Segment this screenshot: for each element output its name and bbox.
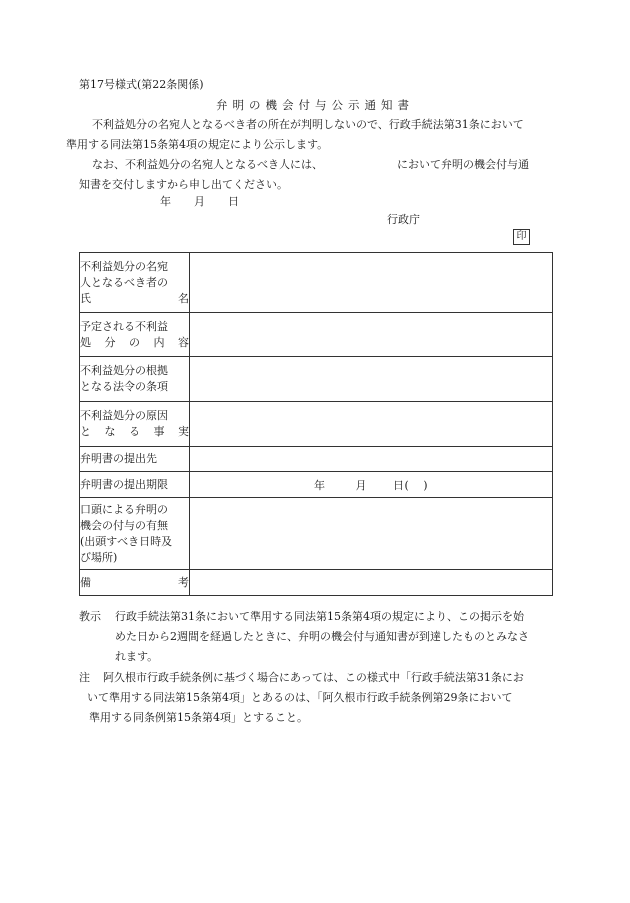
form-number: 第17号様式(第22条関係) xyxy=(79,78,204,91)
label-char: 処 xyxy=(80,335,91,349)
note-line: 準用する同条例第15条第4項」とすること。 xyxy=(89,711,308,724)
paragraph-text: なお、不利益処分の名宛人となるべき人には、 xyxy=(92,158,323,171)
row-label-addressee xyxy=(80,253,190,313)
deadline-year-label: 年 xyxy=(313,478,326,492)
note-body xyxy=(87,668,553,728)
submission-deadline-field[interactable] xyxy=(190,472,553,498)
note-line: いて準用する同法第15条第4項」とあるのは、「阿久根市行政手続条例第29条において xyxy=(87,691,513,704)
date-day-label: 日 xyxy=(228,195,240,208)
label-char: 事 xyxy=(153,425,165,438)
label-line-spread xyxy=(80,335,189,351)
label-line: となる法令の条項 xyxy=(80,380,168,393)
date-year-label: 年 xyxy=(160,195,172,208)
row-label-remarks xyxy=(80,570,190,596)
paragraph-line: 知書を交付しますから申し出てください。 xyxy=(79,178,288,191)
label-char: な xyxy=(104,425,116,438)
label-char: と xyxy=(80,425,91,438)
deadline-close-paren: ) xyxy=(423,478,429,492)
label-line: 不利益処分の根拠 xyxy=(80,364,168,377)
document-title: 弁明の機会付与公示通知書 xyxy=(216,98,414,112)
paragraph-line: 不利益処分の名宛人となるべき者の所在が判明しないので、行政手続法第31条において xyxy=(92,118,524,131)
row-label-legal-basis xyxy=(80,357,190,402)
table-row xyxy=(80,357,553,402)
planned-disposition-field[interactable] xyxy=(190,313,553,357)
legal-basis-field[interactable] xyxy=(190,357,553,402)
paragraph-line xyxy=(79,155,553,175)
note-heading: 教示 xyxy=(79,610,101,623)
label-line-spread xyxy=(80,291,189,307)
label-char: 分 xyxy=(104,335,116,349)
note-row xyxy=(79,607,553,667)
label-line: 人となるべき者の xyxy=(80,275,168,289)
label-char: 容 xyxy=(178,335,189,349)
row-label-planned-disposition xyxy=(80,313,190,357)
note-line: めた日から2週間を経過したときに、弁明の機会付与通知書が到達したものとみなさ xyxy=(115,630,529,643)
table-row xyxy=(80,570,553,596)
label-char: 実 xyxy=(178,425,189,438)
agency-label: 行政庁 xyxy=(387,213,420,226)
deadline-month-label: 月 xyxy=(355,478,367,492)
paragraph-text: において弁明の機会付与通 xyxy=(397,158,529,171)
remarks-field[interactable] xyxy=(190,570,553,596)
addressee-field[interactable] xyxy=(190,253,553,313)
label-char: 考 xyxy=(178,575,189,589)
instruction-note xyxy=(79,607,553,667)
paragraph-announcement xyxy=(66,115,553,155)
label-char: 内 xyxy=(153,335,165,349)
label-char: 備 xyxy=(80,575,91,589)
label-line-spread xyxy=(80,575,189,591)
row-label-oral-opportunity xyxy=(80,498,190,570)
note-row xyxy=(79,668,553,728)
label-char: る xyxy=(129,425,140,438)
label-char: 氏 xyxy=(80,291,91,305)
table-row xyxy=(80,472,553,498)
annotation-note xyxy=(79,668,553,728)
label-char: 名 xyxy=(178,291,189,305)
table-row xyxy=(80,447,553,472)
paragraph-line: 準用する同法第15条第4項の規定により公示します。 xyxy=(66,138,329,151)
label-line: び場所) xyxy=(80,550,118,564)
label-line: 弁明書の提出先 xyxy=(80,452,157,465)
note-line: 行政手続法第31条において準用する同法第15条第4項の規定により、この掲示を始 xyxy=(115,610,524,623)
row-label-cause-facts xyxy=(80,402,190,447)
row-label-submission-destination xyxy=(80,447,190,472)
row-label-submission-deadline xyxy=(80,472,190,498)
table-row xyxy=(80,498,553,570)
note-heading: 注 xyxy=(79,671,90,684)
label-line: 弁明書の提出期限 xyxy=(80,477,168,491)
label-line: 予定される不利益 xyxy=(80,319,168,333)
issue-date xyxy=(160,193,240,209)
note-line: 阿久根市行政手続条例に基づく場合にあっては、この様式中「行政手続法第31条にお xyxy=(103,671,524,684)
label-char: の xyxy=(129,335,140,349)
note-body xyxy=(115,607,553,667)
deadline-day-label: 日( xyxy=(392,478,410,492)
oral-opportunity-field[interactable] xyxy=(190,498,553,570)
note-line: れます。 xyxy=(115,650,159,663)
table-row xyxy=(80,313,553,357)
paragraph-instruction xyxy=(79,155,553,195)
label-line: (出頭すべき日時及 xyxy=(80,534,173,548)
notice-table xyxy=(79,252,553,596)
table-row xyxy=(80,253,553,313)
label-line-spread xyxy=(80,424,189,440)
seal-mark: 印 xyxy=(513,229,530,245)
date-month-label: 月 xyxy=(194,195,206,208)
label-line: 不利益処分の原因 xyxy=(80,409,168,422)
label-line: 口頭による弁明の xyxy=(80,502,168,516)
label-line: 不利益処分の名宛 xyxy=(80,259,168,273)
table-row xyxy=(80,402,553,447)
cause-facts-field[interactable] xyxy=(190,402,553,447)
submission-destination-field[interactable] xyxy=(190,447,553,472)
label-line: 機会の付与の有無 xyxy=(80,518,168,532)
